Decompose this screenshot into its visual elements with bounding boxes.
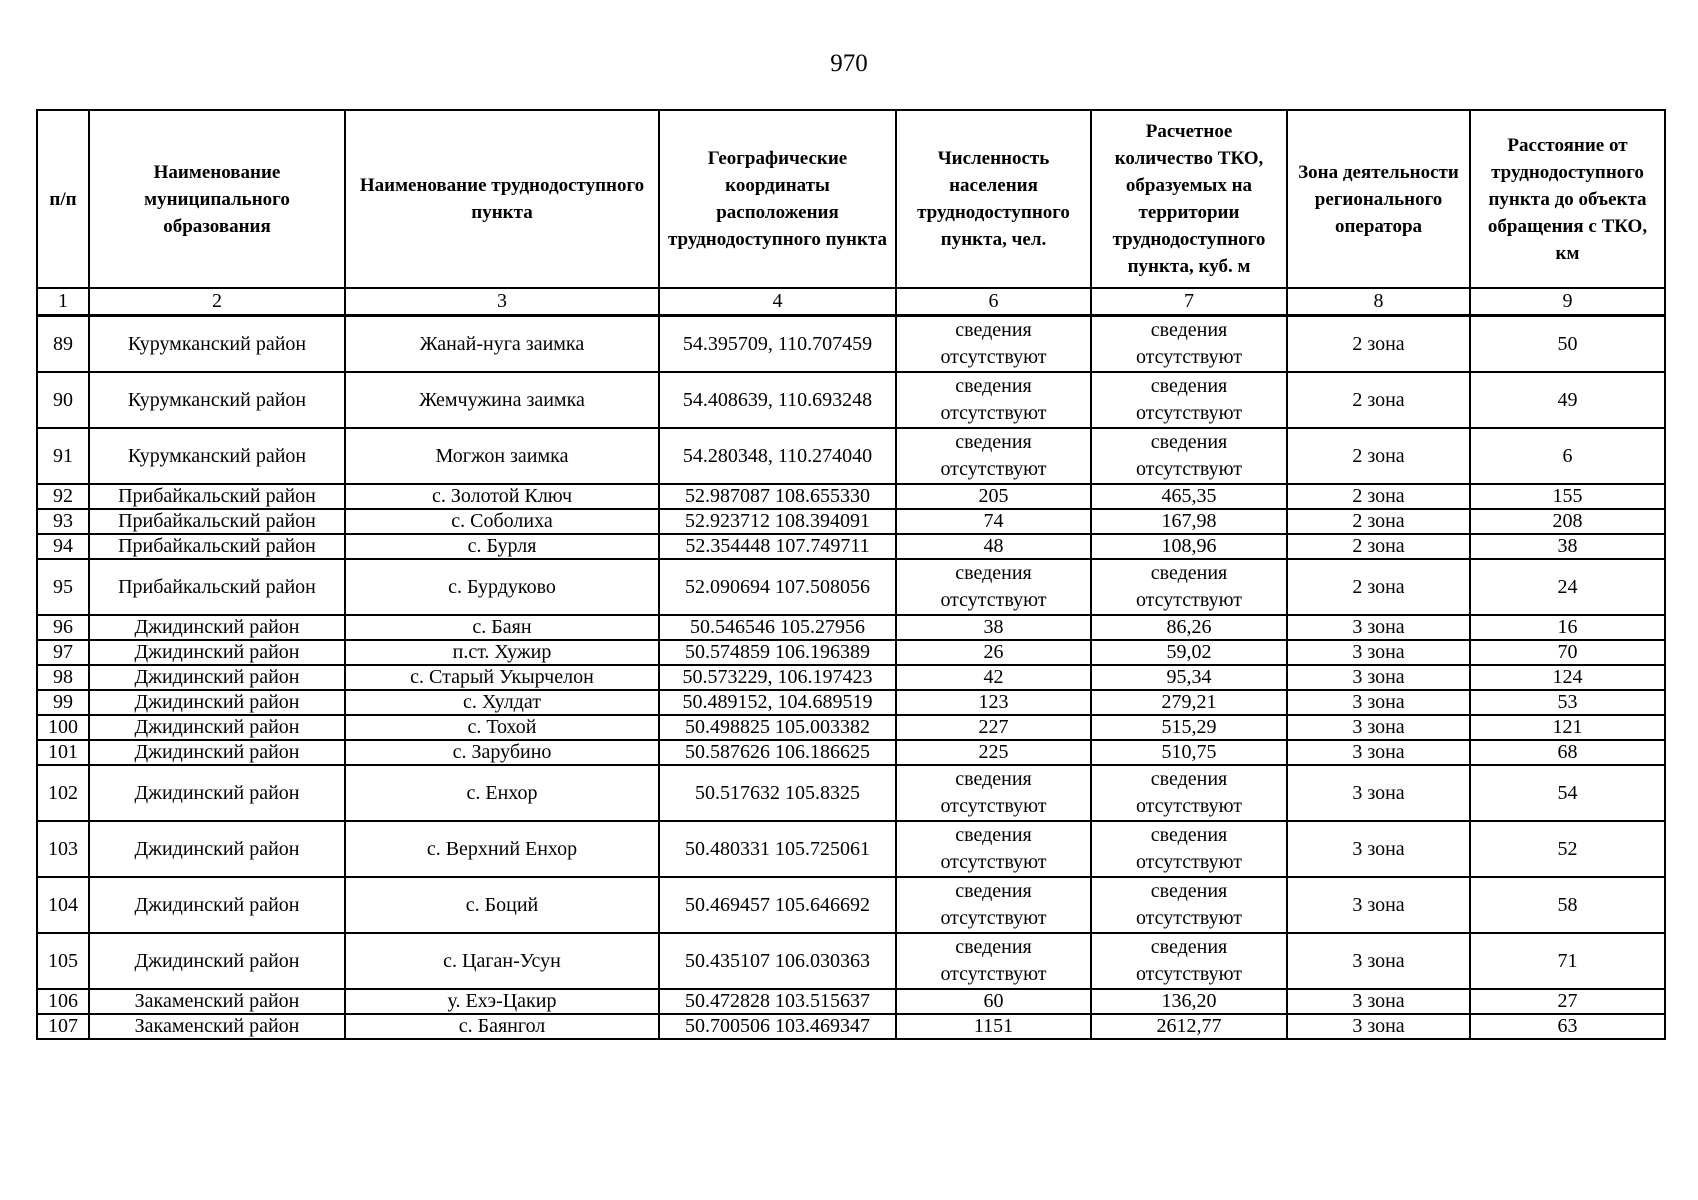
locality-cell: у. Ехэ-Цакир bbox=[345, 989, 659, 1014]
waste-volume-cell: 86,26 bbox=[1091, 615, 1287, 640]
population-cell: сведения отсутствуют bbox=[896, 765, 1091, 821]
table-row bbox=[37, 1014, 1665, 1039]
column-number: 8 bbox=[1287, 288, 1470, 316]
column-number: 4 bbox=[659, 288, 896, 316]
population-cell: 48 bbox=[896, 534, 1091, 559]
column-number: 7 bbox=[1091, 288, 1287, 316]
column-number-row bbox=[37, 288, 1665, 316]
zone-cell: 3 зона bbox=[1287, 877, 1470, 933]
zone-cell: 3 зона bbox=[1287, 640, 1470, 665]
zone-cell: 2 зона bbox=[1287, 316, 1470, 373]
coordinates-cell: 50.489152, 104.689519 bbox=[659, 690, 896, 715]
distance-cell: 208 bbox=[1470, 509, 1665, 534]
table-row bbox=[37, 640, 1665, 665]
column-number: 6 bbox=[896, 288, 1091, 316]
row-number: 95 bbox=[37, 559, 89, 615]
waste-volume-cell: 510,75 bbox=[1091, 740, 1287, 765]
waste-volume-cell: сведения отсутствуют bbox=[1091, 559, 1287, 615]
population-cell: сведения отсутствуют bbox=[896, 821, 1091, 877]
distance-cell: 63 bbox=[1470, 1014, 1665, 1039]
table-row bbox=[37, 715, 1665, 740]
municipality-cell: Джидинский район bbox=[89, 715, 345, 740]
locality-cell: с. Баян bbox=[345, 615, 659, 640]
municipality-cell: Джидинский район bbox=[89, 690, 345, 715]
distance-cell: 124 bbox=[1470, 665, 1665, 690]
waste-volume-cell: сведения отсутствуют bbox=[1091, 933, 1287, 989]
locality-cell: с. Зарубино bbox=[345, 740, 659, 765]
zone-cell: 3 зона bbox=[1287, 1014, 1470, 1039]
coordinates-cell: 50.469457 105.646692 bbox=[659, 877, 896, 933]
coordinates-cell: 50.574859 106.196389 bbox=[659, 640, 896, 665]
municipality-cell: Джидинский район bbox=[89, 740, 345, 765]
municipality-cell: Курумканский район bbox=[89, 372, 345, 428]
zone-cell: 2 зона bbox=[1287, 484, 1470, 509]
zone-cell: 3 зона bbox=[1287, 665, 1470, 690]
population-cell: сведения отсутствуют bbox=[896, 559, 1091, 615]
population-cell: 1151 bbox=[896, 1014, 1091, 1039]
population-cell: 123 bbox=[896, 690, 1091, 715]
population-cell: 205 bbox=[896, 484, 1091, 509]
distance-cell: 70 bbox=[1470, 640, 1665, 665]
distance-cell: 68 bbox=[1470, 740, 1665, 765]
municipality-cell: Джидинский район bbox=[89, 640, 345, 665]
population-cell: 38 bbox=[896, 615, 1091, 640]
table-row bbox=[37, 534, 1665, 559]
table-body bbox=[37, 316, 1665, 1040]
row-number: 105 bbox=[37, 933, 89, 989]
population-cell: 26 bbox=[896, 640, 1091, 665]
coordinates-cell: 50.498825 105.003382 bbox=[659, 715, 896, 740]
distance-cell: 24 bbox=[1470, 559, 1665, 615]
locality-cell: с. Боций bbox=[345, 877, 659, 933]
table-row bbox=[37, 316, 1665, 373]
municipality-cell: Закаменский район bbox=[89, 1014, 345, 1039]
row-number: 103 bbox=[37, 821, 89, 877]
zone-cell: 3 зона bbox=[1287, 933, 1470, 989]
column-header: Наименование муниципального образования bbox=[89, 110, 345, 288]
distance-cell: 54 bbox=[1470, 765, 1665, 821]
column-header: Расчетное количество ТКО, образуемых на территории труднодоступного пункта, куб. м bbox=[1091, 110, 1287, 288]
locality-cell: с. Енхор bbox=[345, 765, 659, 821]
coordinates-cell: 52.354448 107.749711 bbox=[659, 534, 896, 559]
coordinates-cell: 50.573229, 106.197423 bbox=[659, 665, 896, 690]
table-row bbox=[37, 665, 1665, 690]
population-cell: сведения отсутствуют bbox=[896, 428, 1091, 484]
column-header: Зона деятельности регионального оператора bbox=[1287, 110, 1470, 288]
coordinates-cell: 50.700506 103.469347 bbox=[659, 1014, 896, 1039]
population-cell: 225 bbox=[896, 740, 1091, 765]
population-cell: сведения отсутствуют bbox=[896, 877, 1091, 933]
municipality-cell: Курумканский район bbox=[89, 316, 345, 373]
distance-cell: 49 bbox=[1470, 372, 1665, 428]
column-number: 1 bbox=[37, 288, 89, 316]
waste-volume-cell: 136,20 bbox=[1091, 989, 1287, 1014]
population-cell: 227 bbox=[896, 715, 1091, 740]
zone-cell: 2 зона bbox=[1287, 559, 1470, 615]
population-cell: 74 bbox=[896, 509, 1091, 534]
waste-volume-cell: сведения отсутствуют bbox=[1091, 428, 1287, 484]
municipality-cell: Прибайкальский район bbox=[89, 509, 345, 534]
coordinates-cell: 50.435107 106.030363 bbox=[659, 933, 896, 989]
zone-cell: 2 зона bbox=[1287, 534, 1470, 559]
row-number: 96 bbox=[37, 615, 89, 640]
locality-cell: п.ст. Хужир bbox=[345, 640, 659, 665]
distance-cell: 58 bbox=[1470, 877, 1665, 933]
column-header: Наименование труднодоступного пункта bbox=[345, 110, 659, 288]
row-number: 107 bbox=[37, 1014, 89, 1039]
coordinates-cell: 50.517632 105.8325 bbox=[659, 765, 896, 821]
row-number: 93 bbox=[37, 509, 89, 534]
waste-volume-cell: 59,02 bbox=[1091, 640, 1287, 665]
row-number: 97 bbox=[37, 640, 89, 665]
municipality-cell: Джидинский район bbox=[89, 665, 345, 690]
column-number: 3 bbox=[345, 288, 659, 316]
coordinates-cell: 52.923712 108.394091 bbox=[659, 509, 896, 534]
locality-cell: Жанай-нуга заимка bbox=[345, 316, 659, 373]
waste-volume-cell: сведения отсутствуют bbox=[1091, 372, 1287, 428]
zone-cell: 3 зона bbox=[1287, 690, 1470, 715]
table-row bbox=[37, 933, 1665, 989]
distance-cell: 155 bbox=[1470, 484, 1665, 509]
distance-cell: 16 bbox=[1470, 615, 1665, 640]
zone-cell: 3 зона bbox=[1287, 989, 1470, 1014]
distance-cell: 27 bbox=[1470, 989, 1665, 1014]
locality-cell: с. Хулдат bbox=[345, 690, 659, 715]
table-row bbox=[37, 509, 1665, 534]
distance-cell: 52 bbox=[1470, 821, 1665, 877]
header-row bbox=[37, 110, 1665, 288]
column-header: Расстояние от труднодоступного пункта до объекта обращения с ТКО, км bbox=[1470, 110, 1665, 288]
table-row bbox=[37, 877, 1665, 933]
row-number: 98 bbox=[37, 665, 89, 690]
distance-cell: 50 bbox=[1470, 316, 1665, 373]
zone-cell: 3 зона bbox=[1287, 821, 1470, 877]
row-number: 101 bbox=[37, 740, 89, 765]
locality-cell: Жемчужина заимка bbox=[345, 372, 659, 428]
distance-cell: 121 bbox=[1470, 715, 1665, 740]
locality-cell: с. Тохой bbox=[345, 715, 659, 740]
locality-cell: с. Старый Укырчелон bbox=[345, 665, 659, 690]
municipality-cell: Джидинский район bbox=[89, 933, 345, 989]
table-row bbox=[37, 989, 1665, 1014]
row-number: 104 bbox=[37, 877, 89, 933]
waste-volume-cell: 167,98 bbox=[1091, 509, 1287, 534]
row-number: 102 bbox=[37, 765, 89, 821]
zone-cell: 2 зона bbox=[1287, 372, 1470, 428]
locality-cell: Могжон заимка bbox=[345, 428, 659, 484]
table-row bbox=[37, 559, 1665, 615]
zone-cell: 3 зона bbox=[1287, 765, 1470, 821]
locality-cell: с. Соболиха bbox=[345, 509, 659, 534]
distance-cell: 38 bbox=[1470, 534, 1665, 559]
waste-volume-cell: сведения отсутствуют bbox=[1091, 877, 1287, 933]
waste-volume-cell: 108,96 bbox=[1091, 534, 1287, 559]
table-row bbox=[37, 372, 1665, 428]
population-cell: 60 bbox=[896, 989, 1091, 1014]
population-cell: сведения отсутствуют bbox=[896, 933, 1091, 989]
waste-volume-cell: 465,35 bbox=[1091, 484, 1287, 509]
column-header: п/п bbox=[37, 110, 89, 288]
coordinates-cell: 54.280348, 110.274040 bbox=[659, 428, 896, 484]
coordinates-cell: 54.395709, 110.707459 bbox=[659, 316, 896, 373]
row-number: 106 bbox=[37, 989, 89, 1014]
coordinates-cell: 50.546546 105.27956 bbox=[659, 615, 896, 640]
table-row bbox=[37, 690, 1665, 715]
municipality-cell: Прибайкальский район bbox=[89, 484, 345, 509]
distance-cell: 53 bbox=[1470, 690, 1665, 715]
zone-cell: 3 зона bbox=[1287, 740, 1470, 765]
distance-cell: 71 bbox=[1470, 933, 1665, 989]
row-number: 90 bbox=[37, 372, 89, 428]
zone-cell: 2 зона bbox=[1287, 509, 1470, 534]
column-header: Географические координаты расположения труднодоступного пункта bbox=[659, 110, 896, 288]
zone-cell: 2 зона bbox=[1287, 428, 1470, 484]
municipality-cell: Прибайкальский район bbox=[89, 534, 345, 559]
table-row bbox=[37, 740, 1665, 765]
column-number: 2 bbox=[89, 288, 345, 316]
table-row bbox=[37, 428, 1665, 484]
zone-cell: 3 зона bbox=[1287, 615, 1470, 640]
coordinates-cell: 52.987087 108.655330 bbox=[659, 484, 896, 509]
localities-table bbox=[36, 109, 1666, 1040]
coordinates-cell: 50.587626 106.186625 bbox=[659, 740, 896, 765]
zone-cell: 3 зона bbox=[1287, 715, 1470, 740]
locality-cell: с. Цаган-Усун bbox=[345, 933, 659, 989]
coordinates-cell: 54.408639, 110.693248 bbox=[659, 372, 896, 428]
coordinates-cell: 50.480331 105.725061 bbox=[659, 821, 896, 877]
municipality-cell: Прибайкальский район bbox=[89, 559, 345, 615]
waste-volume-cell: 279,21 bbox=[1091, 690, 1287, 715]
locality-cell: с. Верхний Енхор bbox=[345, 821, 659, 877]
row-number: 99 bbox=[37, 690, 89, 715]
table-row bbox=[37, 484, 1665, 509]
population-cell: сведения отсутствуют bbox=[896, 372, 1091, 428]
municipality-cell: Джидинский район bbox=[89, 877, 345, 933]
locality-cell: с. Золотой Ключ bbox=[345, 484, 659, 509]
municipality-cell: Курумканский район bbox=[89, 428, 345, 484]
row-number: 92 bbox=[37, 484, 89, 509]
waste-volume-cell: сведения отсутствуют bbox=[1091, 765, 1287, 821]
column-header: Численность населения труднодоступного пункта, чел. bbox=[896, 110, 1091, 288]
municipality-cell: Джидинский район bbox=[89, 821, 345, 877]
municipality-cell: Джидинский район bbox=[89, 765, 345, 821]
table-row bbox=[37, 821, 1665, 877]
column-number: 9 bbox=[1470, 288, 1665, 316]
waste-volume-cell: 515,29 bbox=[1091, 715, 1287, 740]
population-cell: 42 bbox=[896, 665, 1091, 690]
waste-volume-cell: 2612,77 bbox=[1091, 1014, 1287, 1039]
row-number: 91 bbox=[37, 428, 89, 484]
locality-cell: с. Баянгол bbox=[345, 1014, 659, 1039]
distance-cell: 6 bbox=[1470, 428, 1665, 484]
page-number: 970 bbox=[830, 50, 868, 77]
row-number: 100 bbox=[37, 715, 89, 740]
table-row bbox=[37, 765, 1665, 821]
coordinates-cell: 50.472828 103.515637 bbox=[659, 989, 896, 1014]
municipality-cell: Закаменский район bbox=[89, 989, 345, 1014]
locality-cell: с. Бурля bbox=[345, 534, 659, 559]
locality-cell: с. Бурдуково bbox=[345, 559, 659, 615]
table-row bbox=[37, 615, 1665, 640]
waste-volume-cell: сведения отсутствуют bbox=[1091, 316, 1287, 373]
waste-volume-cell: 95,34 bbox=[1091, 665, 1287, 690]
municipality-cell: Джидинский район bbox=[89, 615, 345, 640]
coordinates-cell: 52.090694 107.508056 bbox=[659, 559, 896, 615]
population-cell: сведения отсутствуют bbox=[896, 316, 1091, 373]
row-number: 89 bbox=[37, 316, 89, 373]
waste-volume-cell: сведения отсутствуют bbox=[1091, 821, 1287, 877]
row-number: 94 bbox=[37, 534, 89, 559]
